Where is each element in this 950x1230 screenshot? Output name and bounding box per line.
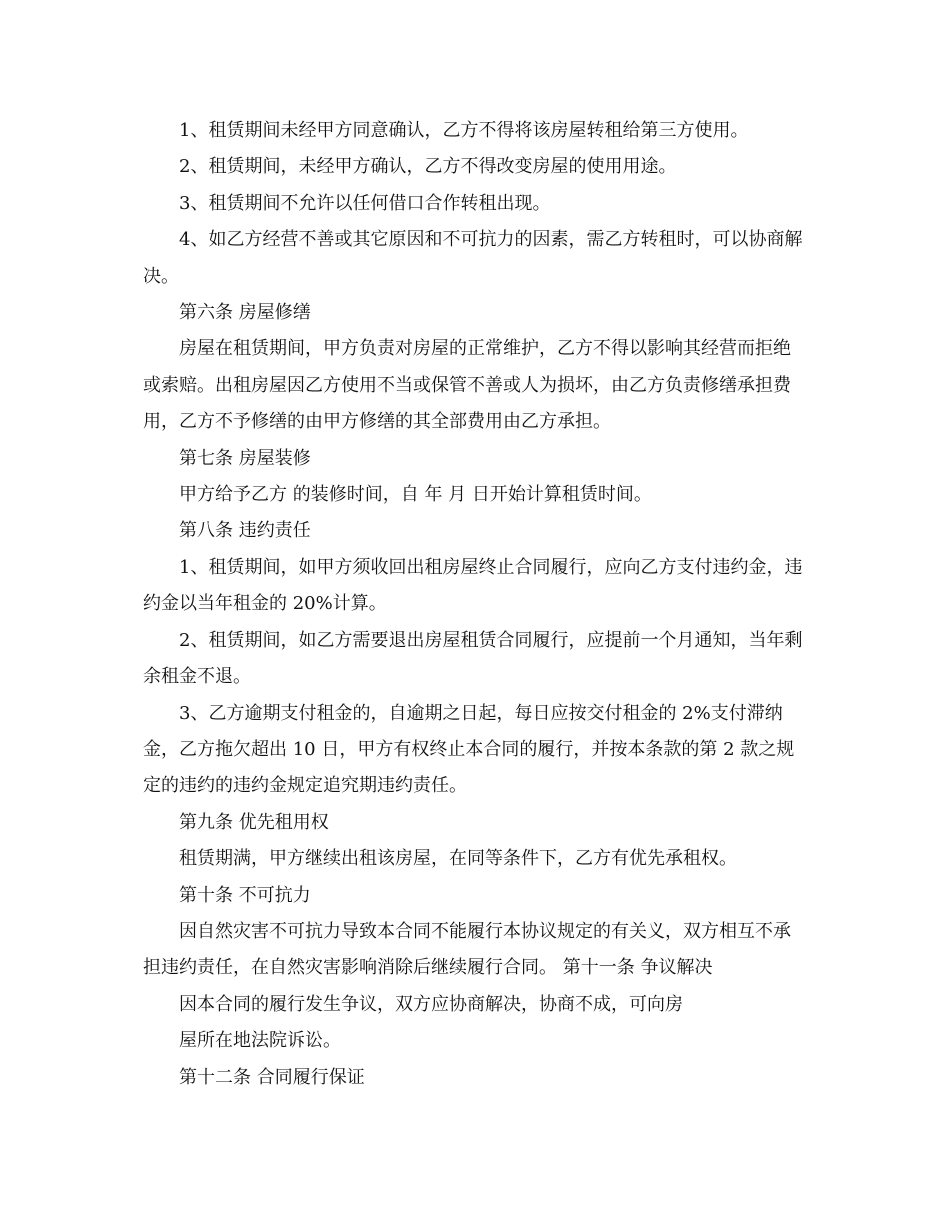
section-heading: 第十二条 合同履行保证	[179, 1066, 365, 1088]
clause-paragraph: 4、如乙方经营不善或其它原因和不可抗力的因素，需乙方转租时，可以协商解决。	[143, 229, 803, 287]
section-heading: 第六条 房屋修缮	[179, 302, 311, 324]
clause-paragraph: 3、租赁期间不允许以任何借口合作转租出现。	[179, 192, 551, 214]
clause-paragraph: 2、租赁期间，如乙方需要退出房屋租赁合同履行，应提前一个月通知，当年剩余租金不退。	[143, 629, 803, 688]
clause-paragraph: 因自然灾害不可抗力导致本合同不能履行本协议规定的有关义，双方相互不承担违约责任，在自然灾害影响消除后继续履行合同。 第十一条 争议解决	[143, 920, 791, 979]
clause-paragraph: 屋所在地法院诉讼。	[179, 1030, 341, 1052]
clause-paragraph: 甲方给予乙方 的装修时间，自 年 月 日开始计算租赁时间。	[179, 484, 652, 506]
clause-paragraph: 1、租赁期间，如甲方须收回出租房屋终止合同履行，应向乙方支付违约金，违约金以当年租金的 20%计算。	[143, 556, 803, 615]
clause-paragraph: 租赁期满，甲方继续出租该房屋，在同等条件下，乙方有优先承租权。	[179, 848, 737, 870]
section-heading: 第八条 违约责任	[179, 520, 311, 542]
document-body	[143, 113, 808, 1096]
section-heading: 第九条 优先租用权	[179, 811, 329, 833]
clause-paragraph: 3、乙方逾期支付租金的，自逾期之日起，每日应按交付租金的 2%支付滞纳金，乙方拖欠超出 10 日，甲方有权终止本合同的履行，并按本条款的第 2 款之规定的违约的违约金规定追究期违约责任。	[143, 702, 795, 797]
clause-paragraph: 房屋在租赁期间，甲方负责对房屋的正常维护，乙方不得以影响其经营而拒绝或索赔。出租房屋因乙方使用不当或保管不善或人为损坏，由乙方负责修缮承担费用，乙方不予修缮的由甲方修缮的其全部费用由乙方承担。	[143, 338, 791, 433]
section-heading: 第十条 不可抗力	[179, 884, 311, 906]
clause-paragraph: 1、租赁期间未经甲方同意确认，乙方不得将该房屋转租给第三方使用。	[179, 120, 749, 141]
clause-paragraph: 2、租赁期间，未经甲方确认，乙方不得改变房屋的使用用途。	[179, 156, 677, 178]
clause-paragraph: 因本合同的履行发生争议，双方应协商解决，协商不成，可向房	[179, 993, 683, 1015]
section-heading: 第七条 房屋装修	[179, 447, 311, 469]
